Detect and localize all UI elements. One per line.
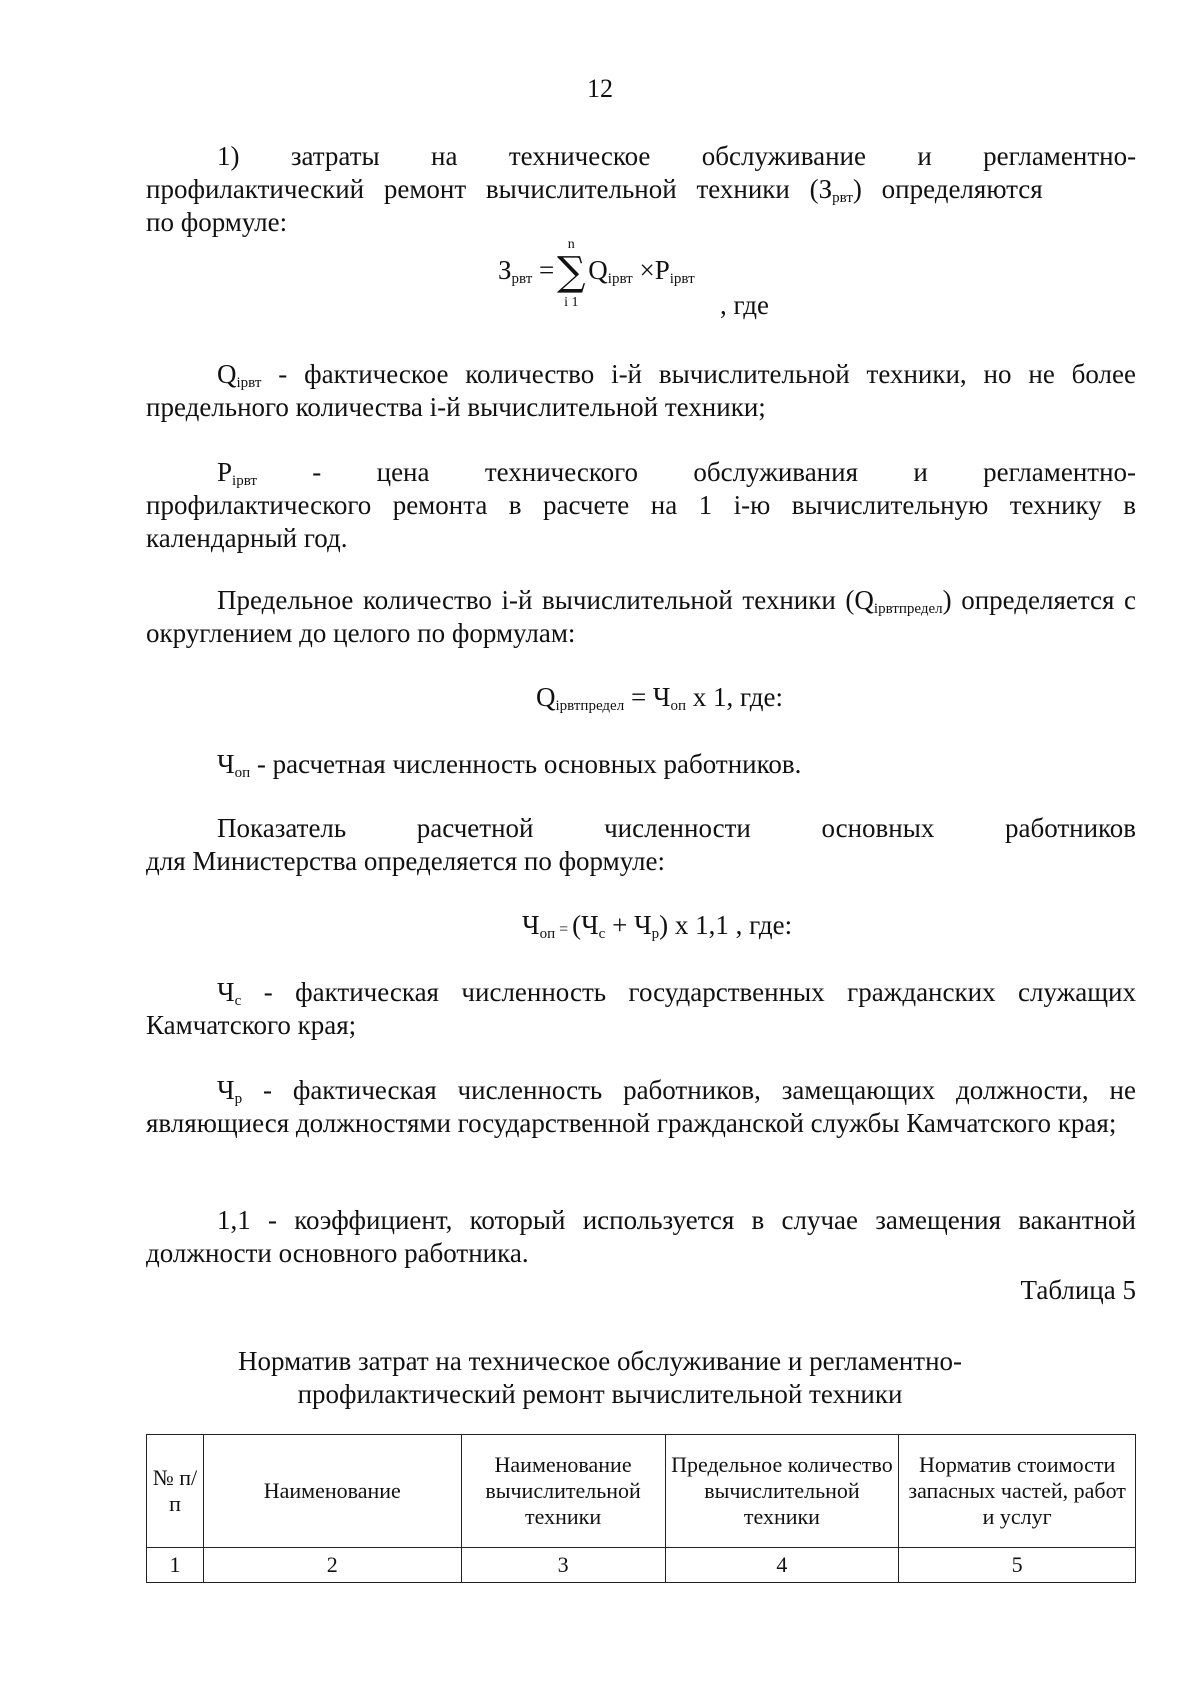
text: (Ч <box>572 910 599 940</box>
subscript: iрвтпредел <box>873 601 943 617</box>
subscript: р <box>234 1091 243 1107</box>
text: - фактическая численность государственных гражданских служащих Камчатского края; <box>146 977 1136 1040</box>
page-number: 12 <box>587 74 613 103</box>
p6-line1 <box>146 812 1136 845</box>
text: ) определяется с округлением до целого по формулам: <box>146 585 1136 648</box>
table-title <box>0 1345 1200 1411</box>
table-cell: 4 <box>665 1548 899 1583</box>
p3-line1 <box>146 456 1136 489</box>
text: профилактический ремонт вычислительной техники (З <box>146 174 833 204</box>
paragraph-chc-definition <box>146 976 1136 1042</box>
word: и <box>917 141 932 171</box>
word <box>217 457 257 487</box>
text: ) определяются <box>852 174 1043 204</box>
subscript: iрвтпредел <box>555 698 625 714</box>
table-header-row <box>147 1435 1136 1548</box>
p3-rest: профилактического ремонта в расчете на 1 i-ю вычислительную технику в календарный год. <box>146 490 1136 553</box>
text: + Ч <box>605 910 652 940</box>
subscript: iрвт <box>607 271 633 287</box>
sum-upper-limit: n <box>567 237 575 252</box>
word: 1) затраты <box>217 141 380 171</box>
equals-sign: = <box>555 921 573 938</box>
subscript: iрвт <box>232 473 257 489</box>
symbol: Q <box>217 359 237 389</box>
paragraph-indicator <box>146 812 1136 878</box>
symbol: Q <box>588 255 608 285</box>
symbol: P <box>654 255 670 285</box>
text: х 1, где: <box>686 682 783 712</box>
header-cell-number: № п/п <box>147 1435 204 1548</box>
p6-line2: для Министерства определяется по формуле: <box>146 846 666 876</box>
word: техническое <box>508 141 651 171</box>
table-title-line: профилактический ремонт вычислительной техники <box>297 1379 903 1409</box>
word: обслуживания <box>693 457 858 487</box>
paragraph-q-definition <box>146 358 1136 424</box>
symbol: Ч <box>217 1075 235 1105</box>
norm-table <box>146 1434 1136 1583</box>
word: работников <box>1004 813 1137 843</box>
text: - фактическая численность работников, замещающих должности, не являющиеся должностями государственной гражданской службы Камчатского края; <box>146 1075 1136 1138</box>
header-cell-cost-norm: Норматив стоимости запасных частей, работ и услуг <box>899 1435 1136 1548</box>
subscript: iрвт <box>669 271 695 287</box>
table-cell: 5 <box>899 1548 1136 1583</box>
paragraph-p-definition <box>146 456 1136 555</box>
table-cell: 2 <box>203 1548 461 1583</box>
table-cell: 1 <box>147 1548 204 1583</box>
word: обслуживание <box>701 141 866 171</box>
word: регламентно- <box>983 141 1137 171</box>
subscript: оп <box>539 926 556 942</box>
times-sign: × <box>639 255 655 285</box>
header-cell-equipment-name: Наименование вычислительной техники <box>461 1435 665 1548</box>
formula-q-limit <box>536 682 783 713</box>
symbol: З <box>498 255 512 285</box>
sum-operator <box>554 237 588 310</box>
table-title-line: Норматив затрат на техническое обслуживание и регламентно- <box>237 1346 963 1376</box>
text: Предельное количество i-й вычислительной техники (Q <box>217 585 874 615</box>
word: на <box>431 141 458 171</box>
sigma-symbol: ∑ <box>557 249 586 295</box>
header-cell-limit-quantity: Предельное количество вычислительной техники <box>665 1435 899 1548</box>
table-row <box>147 1548 1136 1583</box>
symbol: Q <box>536 682 556 712</box>
text: ) х 1,1 , где: <box>659 910 793 940</box>
paragraph-costs-intro <box>146 140 1136 239</box>
subscript: с <box>598 926 606 942</box>
word: основных <box>821 813 935 843</box>
header-cell-name: Наименование <box>203 1435 461 1548</box>
paragraph-chr-definition <box>146 1074 1136 1140</box>
paragraph-limit-quantity <box>146 584 1136 650</box>
text: - расчетная численность основных работников. <box>250 749 802 779</box>
table-caption: Таблица 5 <box>1020 1275 1136 1305</box>
subscript: оп <box>670 698 687 714</box>
subscript: с <box>234 993 242 1009</box>
subscript: рвт <box>832 190 853 206</box>
symbol: Ч <box>522 910 540 940</box>
word: и <box>913 457 928 487</box>
formula-zrvt-tail: , где <box>720 290 769 320</box>
word: технического <box>484 457 639 487</box>
word: цена <box>376 457 430 487</box>
symbol: Ч <box>217 749 235 779</box>
p1-line1 <box>146 140 1136 173</box>
table-cell: 3 <box>461 1548 665 1583</box>
word: Показатель <box>217 813 347 843</box>
symbol: P <box>217 457 233 487</box>
text: = Ч <box>624 682 671 712</box>
subscript: рвт <box>511 271 533 287</box>
text: 1,1 - коэффициент, который используется в случае замещения вакантной должности основного работника. <box>146 1205 1136 1268</box>
paragraph-coefficient <box>146 1204 1136 1270</box>
equals-sign: = <box>539 255 555 285</box>
text: - фактическое количество i-й вычислительной техники, но не более предельного количества i-й вычислительной техники; <box>146 359 1136 422</box>
sum-lower-limit: i 1 <box>564 295 579 310</box>
formula-zrvt <box>498 237 695 310</box>
subscript: оп <box>234 765 251 781</box>
subscript: iрвт <box>236 375 262 391</box>
p1-line2 <box>146 173 1136 206</box>
subscript: р <box>651 926 660 942</box>
formula-chop <box>522 910 792 941</box>
word: регламентно- <box>983 457 1137 487</box>
word: численности <box>604 813 751 843</box>
p1-line3: по формуле: <box>146 207 288 237</box>
word: расчетной <box>416 813 534 843</box>
paragraph-chop-definition <box>146 748 1136 781</box>
word: - <box>312 457 322 487</box>
symbol: Ч <box>217 977 235 1007</box>
